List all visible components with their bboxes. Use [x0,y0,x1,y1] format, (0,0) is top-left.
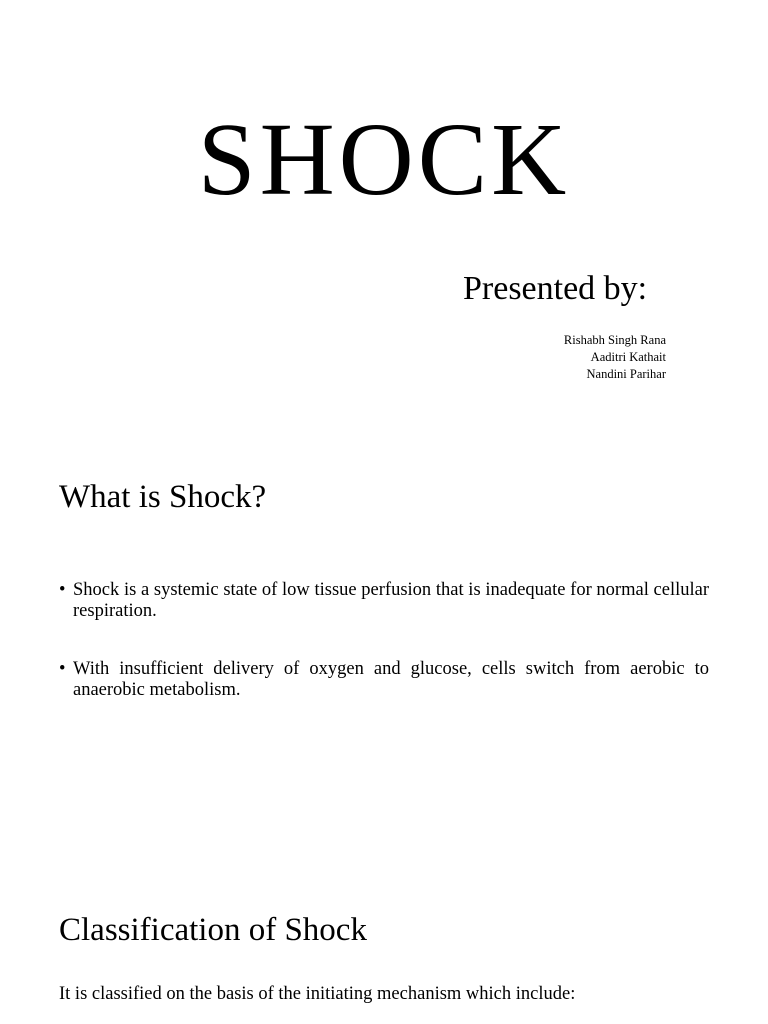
list-item [59,659,709,701]
presenter-list [564,332,666,383]
presented-by-heading: Presented by: [463,270,648,307]
bullet-text: Shock is a systemic state of low tissue perfusion that is inadequate for normal cellular respiration. [73,580,709,621]
bullet-list [59,580,709,738]
bullet-text: With insufficient delivery of oxygen and glucose, cells switch from aerobic to anaerobic metabolism. [73,659,709,700]
list-item [59,580,709,622]
bullet-icon: • [59,659,66,679]
section-heading-classification: Classification of Shock [59,912,367,948]
presenter-name: Nandini Parihar [586,367,666,381]
classification-intro: It is classified on the basis of the initiating mechanism which include: [59,984,576,1004]
section-heading-what-is-shock: What is Shock? [59,479,267,515]
presenter-name: Rishabh Singh Rana [563,333,666,347]
document-title: SHOCK [197,102,571,217]
presenter-name: Aaditri Kathait [590,350,666,364]
bullet-icon: • [59,580,66,600]
